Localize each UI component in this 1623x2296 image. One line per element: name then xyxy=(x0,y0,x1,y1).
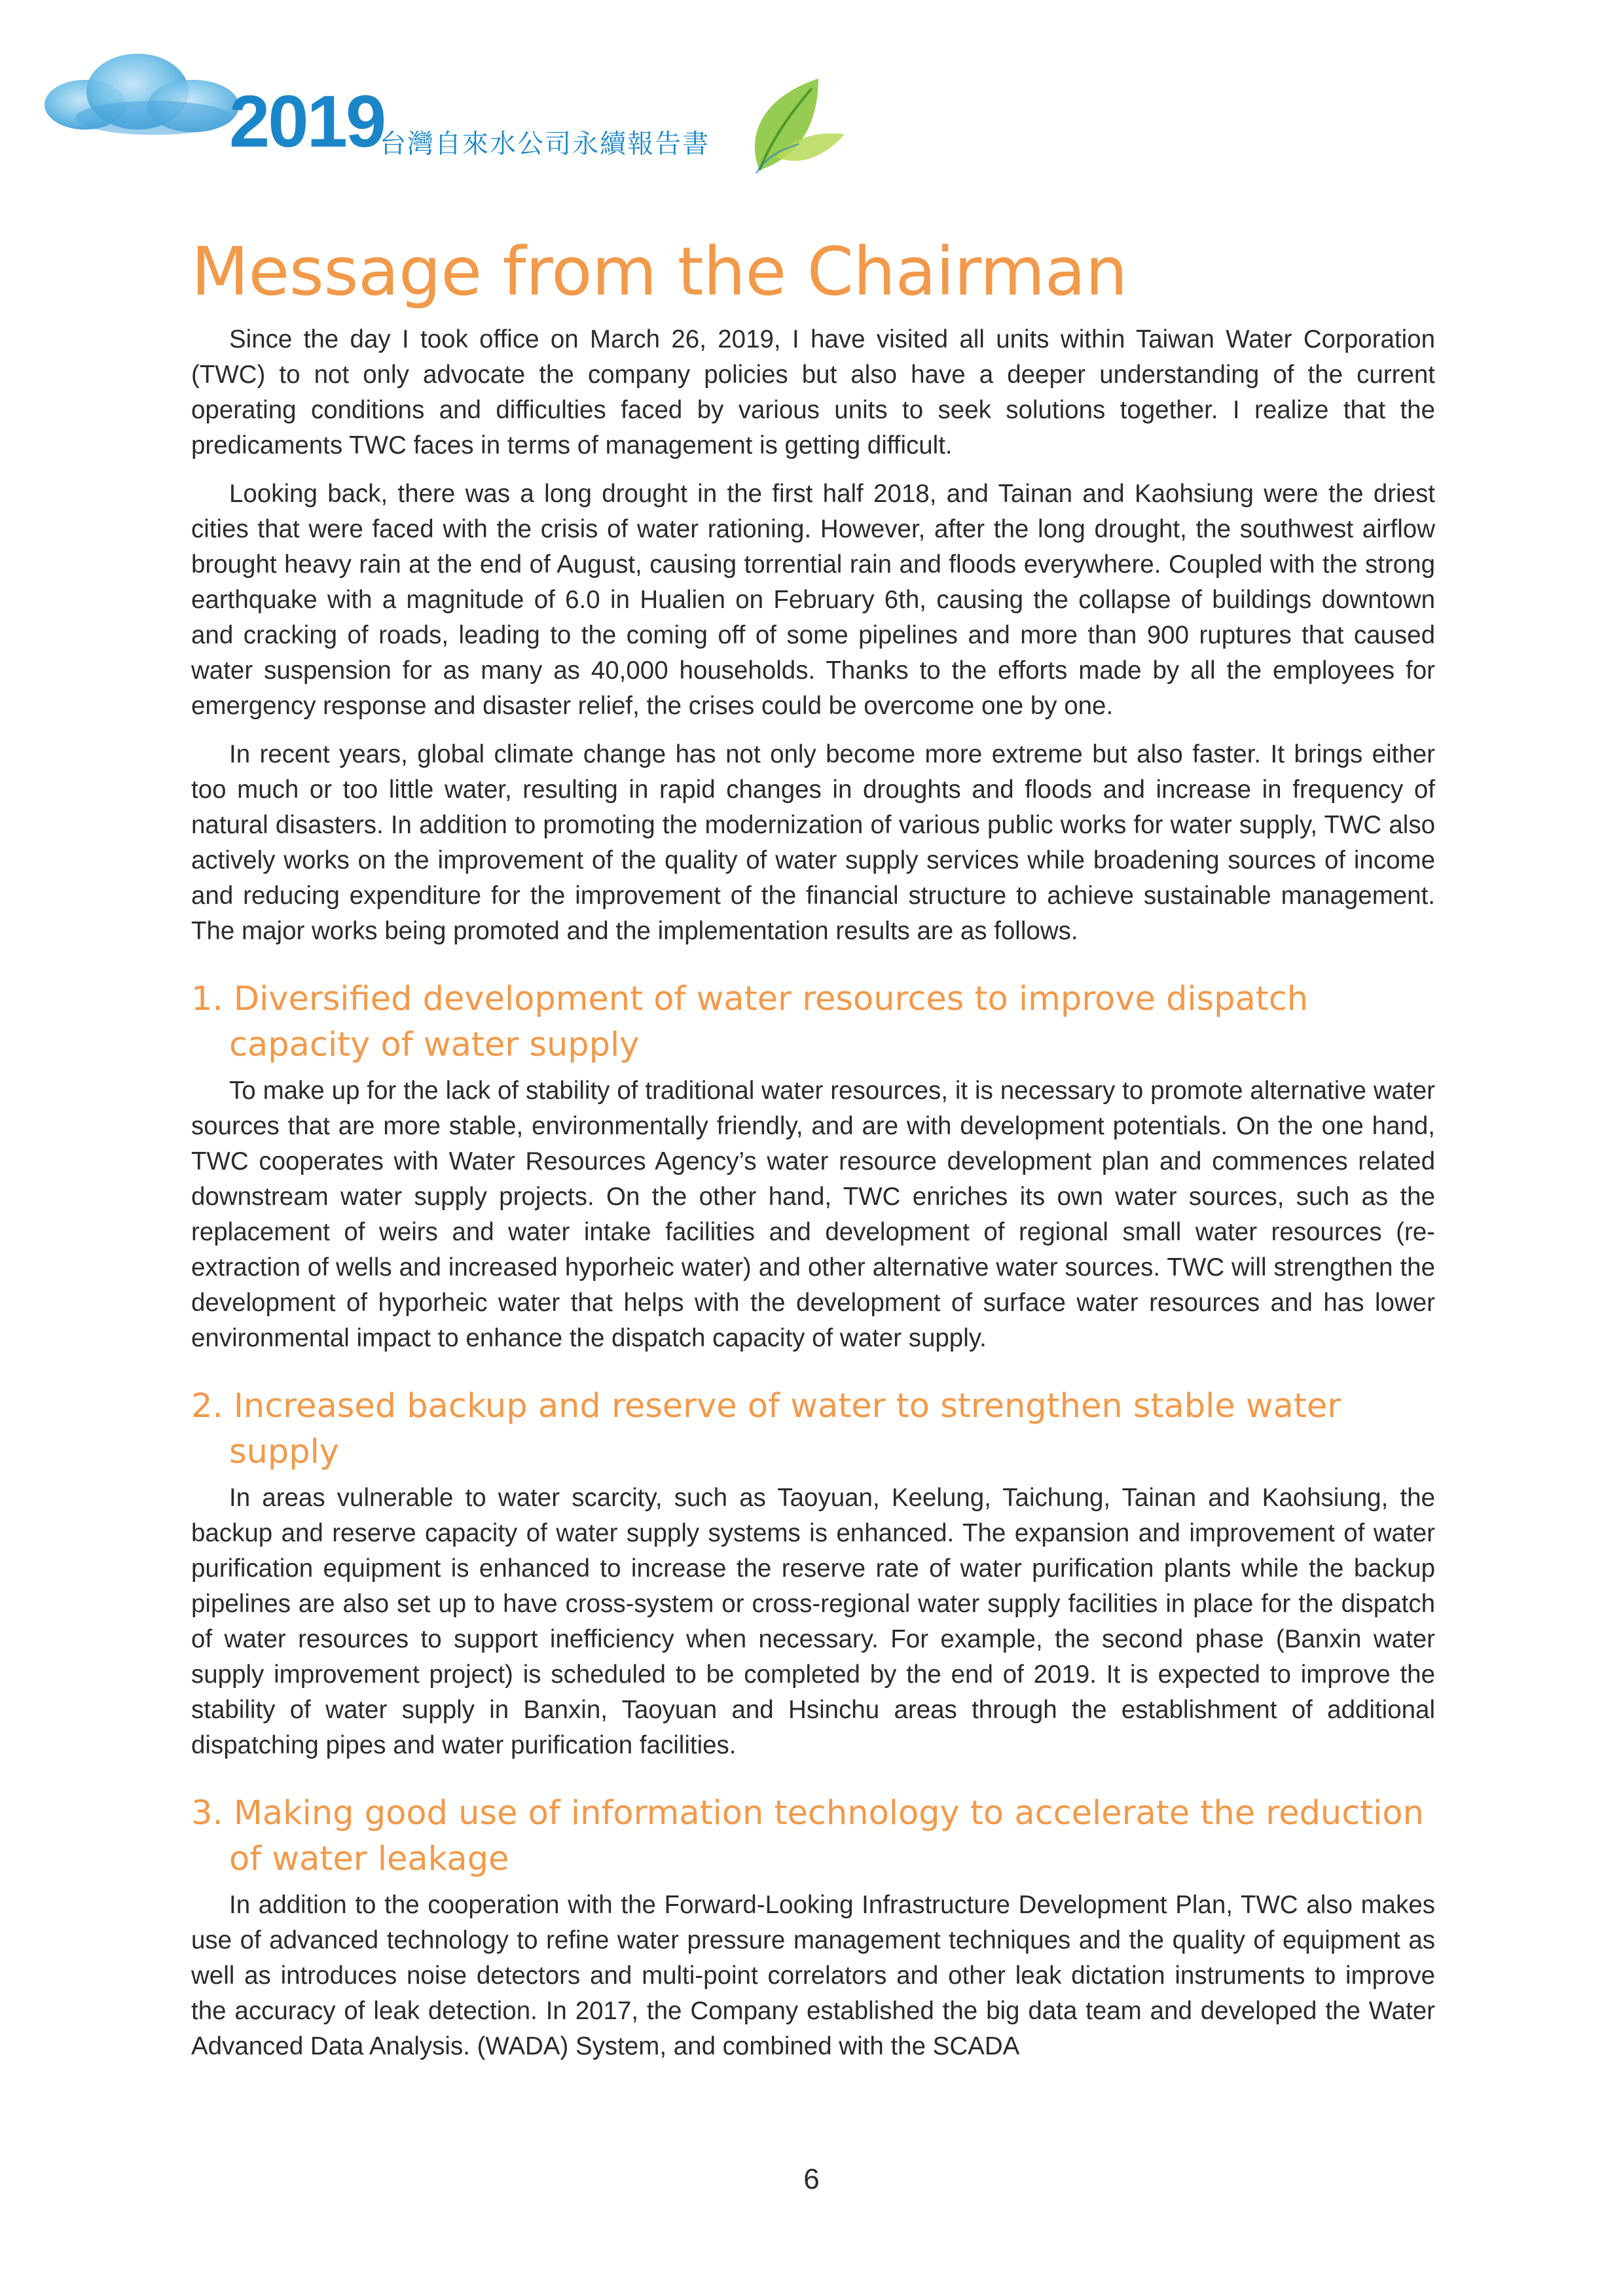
section-heading: 1. Diversified development of water resources to improve dispatch capacity of water supply xyxy=(191,980,1309,1065)
page-title: Message from the Chairman xyxy=(191,233,1127,311)
section-heading: 3. Making good use of information technology to accelerate the reduction of water leakage xyxy=(191,1794,1424,1879)
section-body: To make up for the lack of stability of traditional water resources, it is necessary to promote alternative water sources that are more stable, environmentally friendly, and are with development potentials. On the one hand, TWC cooperates with Water Resources Agency’s water resource development plan and commences related downstream water supply projects. On the other hand, TWC enriches its own water sources, such as the replacement of weirs and water intake facilities and development of regional small water resources (re-extraction of wells and increased hyporheic water) and other alternative water sources. TWC will strengthen the development of hyporheic water that helps with the development of surface water resources and has lower environmental impact to enhance the dispatch capacity of water supply. xyxy=(191,1077,1435,1353)
report-year: 2019 xyxy=(229,81,385,162)
leaf-logo-icon xyxy=(720,59,851,190)
intro-paragraph: In recent years, global climate change has not only become more extreme but also faster. It brings either too much or too little water, resulting in rapid changes in droughts and floods and increase in frequency of natural disasters. In addition to promoting the modernization of various public works for water supply, TWC also actively works on the improvement of the quality of water supply services while broadening sources of income and reducing expenditure for the improvement of the financial structure to achieve sustainable management. The major works being promoted and the implementation results are as follows. xyxy=(191,740,1435,946)
section-heading: 2. Increased backup and reserve of water to strengthen stable water supply xyxy=(191,1387,1341,1472)
page-number: 6 xyxy=(803,2163,820,2195)
cloud-logo-icon xyxy=(39,46,249,137)
intro-paragraph: Looking back, there was a long drought in the first half 2018, and Tainan and Kaohsiung were the driest cities that were faced with the crisis of water rationing. However, after the long drought, the southwest airflow brought heavy rain at the end of August, causing torrential rain and floods everywhere. Coupled with the strong earthquake with a magnitude of 6.0 in Hualien on February 6th, causing the collapse of buildings downtown and cracking of roads, leading to the coming off of some pipelines and more than 900 ruptures that caused water suspension for as many as 40,000 households. Thanks to the efforts made by all the employees for emergency response and disaster relief, the crises could be overcome one by one. xyxy=(191,480,1435,721)
main-content xyxy=(191,233,1435,2077)
report-header xyxy=(39,46,851,177)
section-body: In addition to the cooperation with the Forward-Looking Infrastructure Development Plan, TWC also makes use of advanced technology to refine water pressure management techniques and the quality of equipment as well as introduces noise detectors and multi-point correlators and other leak dictation instruments to improve the accuracy of leak detection. In 2017, the Company established the big data team and developed the Water Advanced Data Analysis. (WADA) System, and combined with the SCADA xyxy=(191,1891,1435,2061)
section-body: In areas vulnerable to water scarcity, such as Taoyuan, Keelung, Taichung, Tainan and Kaohsiung, the backup and reserve capacity of water supply systems is enhanced. The expansion and improvement of water purification equipment is enhanced to increase the reserve rate of water purification plants while the backup pipelines are also set up to have cross-system or cross-regional water supply facilities in place for the dispatch of water resources to support inefficiency when necessary. For example, the second phase (Banxin water supply improvement project) is scheduled to be completed by the end of 2019. It is expected to improve the stability of water supply in Banxin, Taoyuan and Hsinchu areas through the establishment of additional dispatching pipes and water purification facilities. xyxy=(191,1484,1435,1760)
report-title: 台灣自來水公司永續報告書 xyxy=(380,129,710,159)
intro-paragraph: Since the day I took office on March 26, 2019, I have visited all units within Taiwan Water Corporation (TWC) to not only advocate the company policies but also have a deeper understanding of the current operating conditions and difficulties faced by various units to seek solutions together. I realize that the predicaments TWC faces in terms of management is getting difficult. xyxy=(191,325,1435,460)
